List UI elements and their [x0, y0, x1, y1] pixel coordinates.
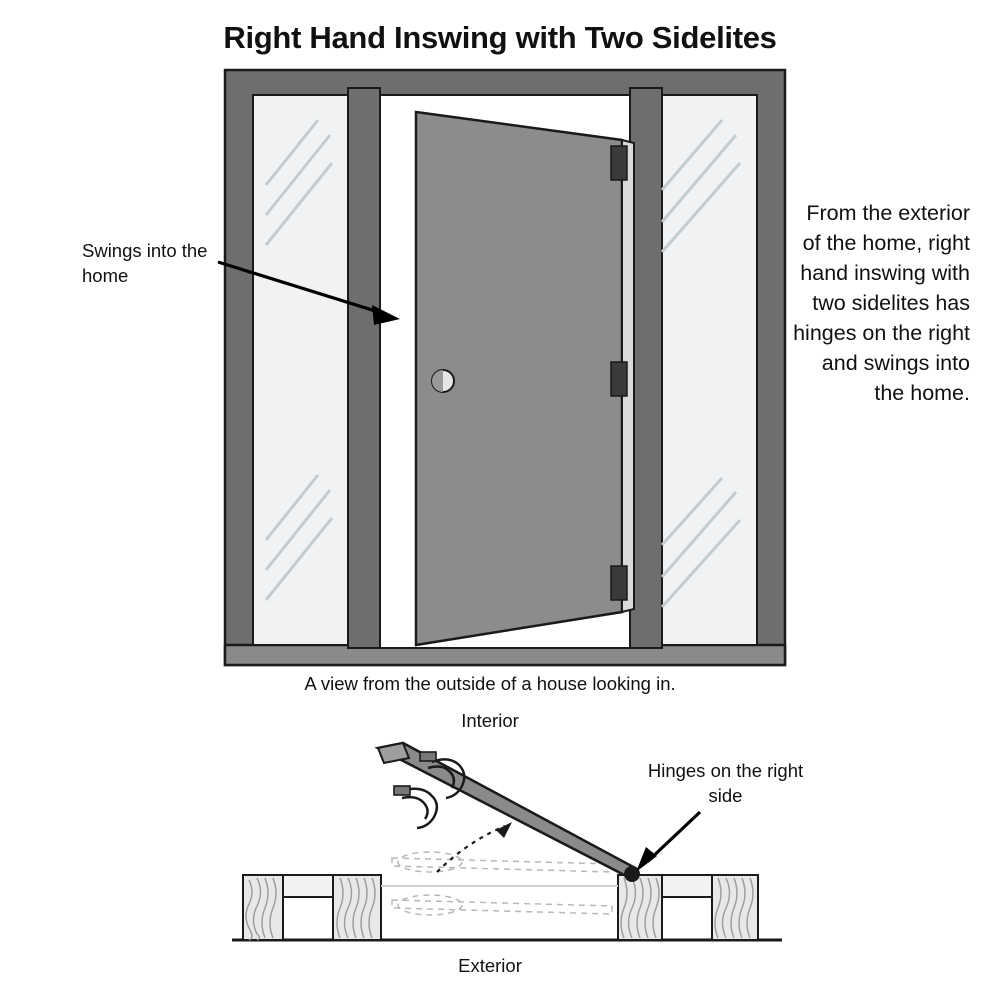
side-note-text: From the exterior of the home, right hand inswing with two sidelites has hinges on the right and swings into the home. [793, 201, 970, 405]
hinges-right-side-label: Hinges on the right side [647, 760, 804, 806]
label-exterior: Exterior [458, 955, 522, 976]
page-title: Right Hand Inswing with Two Sidelites [223, 20, 777, 55]
hinges-right-side-arrow-icon [636, 812, 700, 872]
jamb-right-assembly [618, 875, 758, 940]
swing-arc-icon [437, 822, 512, 872]
caption-outside-view: A view from the outside of a house looking in. [304, 673, 676, 694]
swings-into-home-label: Swings into the home [82, 240, 208, 286]
jamb-left-assembly [243, 875, 381, 940]
label-interior: Interior [461, 710, 519, 731]
ghost-door-positions [392, 852, 612, 915]
